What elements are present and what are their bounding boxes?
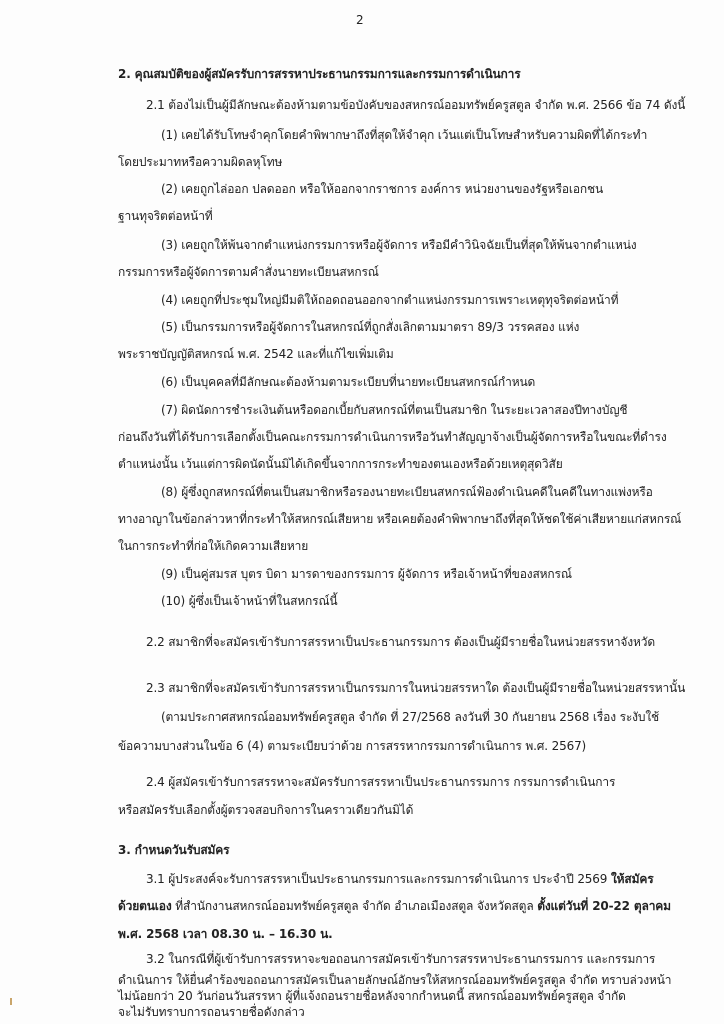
item-7-line-2: ก่อนถึงวันที่ได้รับการเลือกตั้งเป็นคณะกรรมการดำเนินการหรือวันทำสัญญาจ้างเป็นผู้จัดการหรือในขณะที่ดำรง: [118, 430, 667, 444]
clause-3-2-line-2: ดำเนินการ ให้ยื่นคำร้องขอถอนการสมัครเป็นลายลักษณ์อักษรให้สหกรณ์ออมทรัพย์ครูสตูล จำกัด ทราบล่วงหน้า: [118, 972, 672, 987]
clause-3-1-place: ที่สำนักงานสหกรณ์ออมทรัพย์ครูสตูล จำกัด อำเภอเมืองสตูล จังหวัดสตูล: [171, 899, 538, 913]
clause-3-1-text: 3.1 ผู้ประสงค์จะรับการสรรหาเป็นประธานกรรมการและกรรมการดำเนินการ ประจำปี 2569: [146, 872, 611, 886]
item-2-line-2: ฐานทุจริตต่อหน้าที่: [118, 209, 213, 223]
item-8-line-1: (8) ผู้ซึ่งถูกสหกรณ์ที่ตนเป็นสมาชิกหรือรองนายทะเบียนสหกรณ์ฟ้องดำเนินคดีในคดีในทางแพ่งหรือ: [161, 485, 653, 499]
clause-2-2: 2.2 สมาชิกที่จะสมัครเข้ารับการสรรหาเป็นประธานกรรมการ ต้องเป็นผู้มีรายชื่อในหน่วยสรรหาจังหวัด: [146, 635, 655, 649]
clause-2-3-line-2: (ตามประกาศสหกรณ์ออมทรัพย์ครูสตูล จำกัด ที่ 27/2568 ลงวันที่ 30 กันยายน 2568 เรื่อง ระงับใช้: [161, 710, 660, 724]
item-7-line-3: ตำแหน่งนั้น เว้นแต่การผิดนัดนั้นมิได้เกิดขึ้นจากการกระทำของตนเองหรือด้วยเหตุสุดวิสัย: [118, 457, 563, 471]
page-number: 2: [356, 13, 364, 27]
clause-3-2-line-3: ไม่น้อยกว่า 20 วันก่อนวันสรรหา ผู้ที่แจ้งถอนรายชื่อหลังจากกำหนดนี้ สหกรณ์ออมทรัพย์ครูสตูล จำกัด: [118, 988, 626, 1003]
item-2-line-1: (2) เคยถูกไล่ออก ปลดออก หรือให้ออกจากราชการ องค์การ หน่วยงานของรัฐหรือเอกชน: [161, 182, 604, 196]
clause-2-1: 2.1 ต้องไม่เป็นผู้มีลักษณะต้องห้ามตามข้อบังคับของสหกรณ์ออมทรัพย์ครูสตูล จำกัด พ.ศ. 2566 ข้อ 74 ดังนี้: [146, 98, 686, 112]
section-3-heading: 3. กำหนดวันรับสมัคร: [118, 843, 230, 857]
clause-2-4-line-2: หรือสมัครรับเลือกตั้งผู้ตรวจสอบกิจการในคราวเดียวกันมิได้: [118, 803, 414, 817]
item-6: (6) เป็นบุคคลที่มีลักษณะต้องห้ามตามระเบียบที่นายทะเบียนสหกรณ์กำหนด: [161, 375, 536, 389]
section-2-heading: 2. คุณสมบัติของผู้สมัครรับการสรรหาประธานกรรมการและกรรมการดำเนินการ: [118, 67, 521, 81]
item-3-line-1: (3) เคยถูกให้พ้นจากตำแหน่งกรรมการหรือผู้จัดการ หรือมีคำวินิจฉัยเป็นที่สุดให้พ้นจากตำแหน่ง: [161, 238, 637, 252]
clause-2-3-line-3: ข้อความบางส่วนในข้อ 6 (4) ตามระเบียบว่าด้วย การสรรหากรรมการดำเนินการ พ.ศ. 2567): [118, 739, 587, 753]
item-10: (10) ผู้ซึ่งเป็นเจ้าหน้าที่ในสหกรณ์นี้: [161, 594, 338, 608]
clause-2-3-line-1: 2.3 สมาชิกที่จะสมัครเข้ารับการสรรหาเป็นกรรมการในหน่วยสรรหาใด ต้องเป็นผู้มีรายชื่อในหน่วยสรรหานั้น: [146, 681, 686, 695]
clause-2-4-line-1: 2.4 ผู้สมัครเข้ารับการสรรหาจะสมัครรับการสรรหาเป็นประธานกรรมการ กรรมการดำเนินการ: [146, 775, 616, 789]
clause-3-1-line-3: พ.ศ. 2568 เวลา 08.30 น. – 16.30 น.: [118, 927, 333, 941]
item-3-line-2: กรรมการหรือผู้จัดการตามคำสั่งนายทะเบียนสหกรณ์: [118, 265, 379, 279]
clause-3-2-line-1: 3.2 ในกรณีที่ผู้เข้ารับการสรรหาจะขอถอนการสมัครเข้ารับการสรรหาประธานกรรมการ และกรรมการ: [146, 952, 656, 967]
item-1-line-1: (1) เคยได้รับโทษจำคุกโดยคำพิพากษาถึงที่สุดให้จำคุก เว้นแต่เป็นโทษสำหรับความผิดที่ได้กระทำ: [161, 128, 648, 142]
clause-3-1-dates: ตั้งแต่วันที่ 20-22 ตุลาคม: [537, 899, 671, 913]
item-7-line-1: (7) ผิดนัดการชำระเงินต้นหรือดอกเบี้ยกับสหกรณ์ที่ตนเป็นสมาชิก ในระยะเวลาสองปีทางบัญชี: [161, 403, 628, 417]
item-9: (9) เป็นคู่สมรส บุตร บิดา มารดาของกรรมการ ผู้จัดการ หรือเจ้าหน้าที่ของสหกรณ์: [161, 567, 572, 581]
clause-3-1-line-1: [146, 871, 654, 887]
item-8-line-2: ทางอาญาในข้อกล่าวหาที่กระทำให้สหกรณ์เสียหาย หรือเคยต้องคำพิพากษาถึงที่สุดให้ชดใช้ค่าเสียหายแก่สหกรณ์: [118, 512, 682, 526]
clause-3-1-emphasis: ให้สมัคร: [610, 872, 654, 886]
clause-3-1-emphasis-2: ด้วยตนเอง: [118, 899, 172, 913]
item-8-line-3: ในการกระทำที่ก่อให้เกิดความเสียหาย: [118, 539, 309, 553]
item-1-line-2: โดยประมาทหรือความผิดลหุโทษ: [118, 155, 283, 169]
item-4: (4) เคยถูกที่ประชุมใหญ่มีมติให้ถอดถอนออกจากตำแหน่งกรรมการเพราะเหตุทุจริตต่อหน้าที่: [161, 293, 619, 307]
clause-3-2-line-4: จะไม่รับทราบการถอนรายชื่อดังกล่าว: [118, 1005, 305, 1019]
item-5-line-2: พระราชบัญญัติสหกรณ์ พ.ศ. 2542 และที่แก้ไขเพิ่มเติม: [118, 347, 394, 361]
clause-3-1-line-2: [118, 898, 671, 914]
item-5-line-1: (5) เป็นกรรมการหรือผู้จัดการในสหกรณ์ที่ถูกสั่งเลิกตามมาตรา 89/3 วรรคสอง แห่ง: [161, 320, 580, 334]
scan-mark: [10, 998, 12, 1005]
